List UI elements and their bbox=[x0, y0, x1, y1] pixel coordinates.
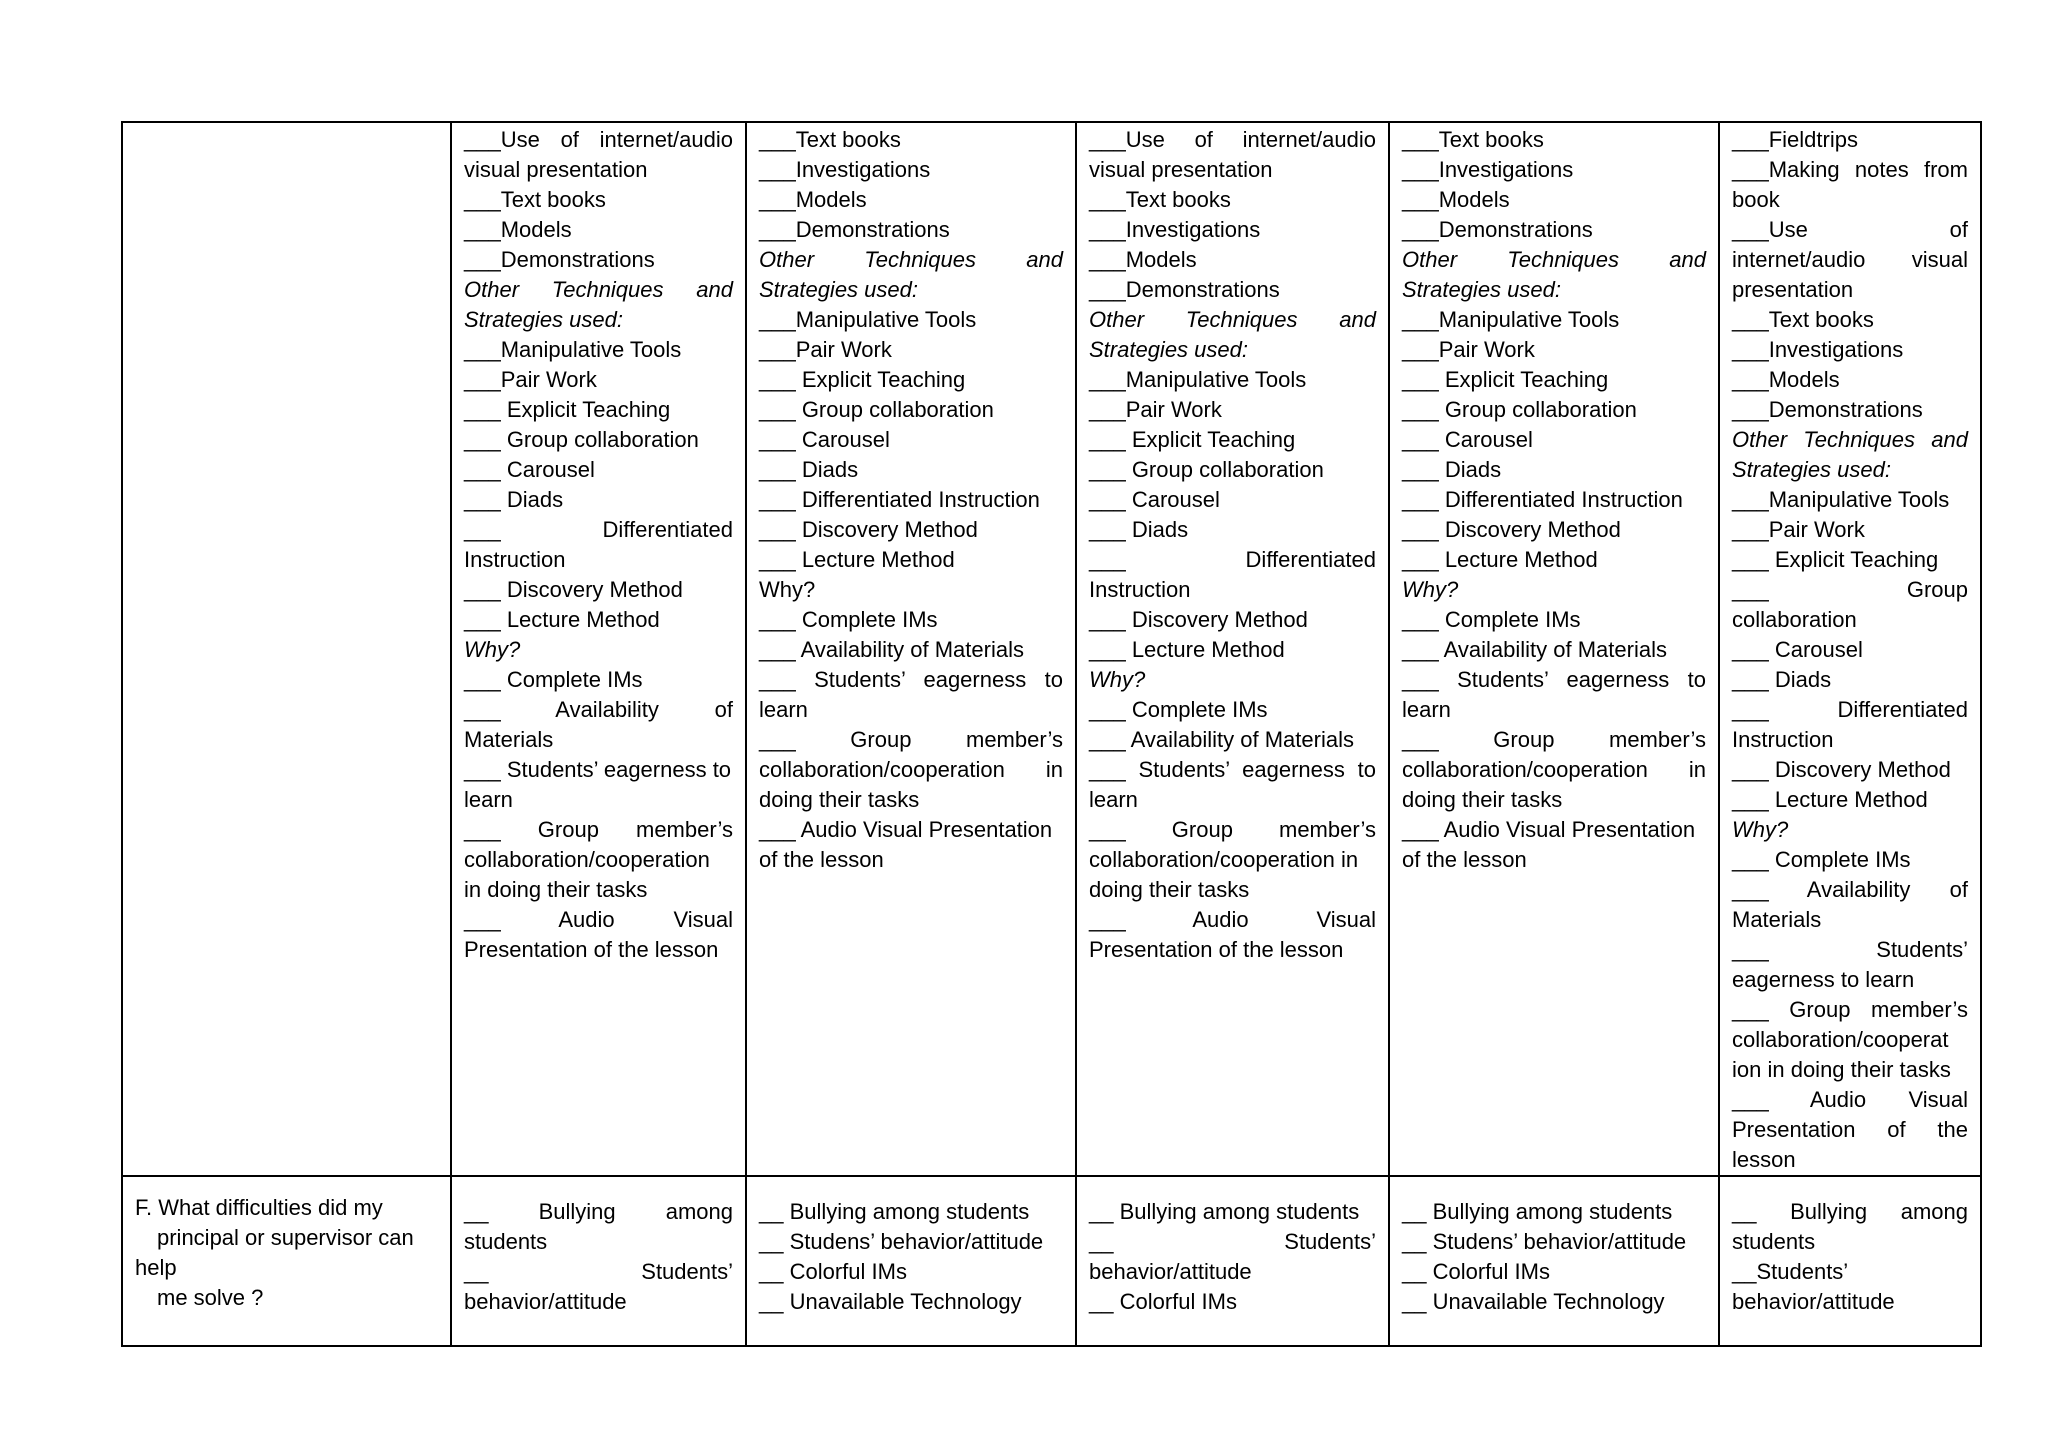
cell-line: __ Unavailable Technology bbox=[759, 1289, 1022, 1314]
cell-line: F. What difficulties did my bbox=[135, 1195, 383, 1220]
cell-line: ___ Discovery Method bbox=[1402, 517, 1621, 542]
cell-line: ___Investigations bbox=[1089, 217, 1261, 242]
cell-line: ___ Audio Visual bbox=[464, 907, 733, 932]
cell-line: ___ Lecture Method bbox=[1089, 637, 1285, 662]
cell-line: Why? bbox=[1089, 667, 1146, 692]
cell-line: ___Demonstrations bbox=[759, 217, 950, 242]
cell-line: ___ Carousel bbox=[759, 427, 890, 452]
cell-line: Why? bbox=[1402, 577, 1459, 602]
cell-line: visual presentation bbox=[464, 157, 648, 182]
cell-line: ___Manipulative Tools bbox=[464, 337, 682, 362]
cell-line: ___ Lecture Method bbox=[1732, 787, 1928, 812]
cell-line: ___Investigations bbox=[1402, 157, 1574, 182]
cell-line: __ Students’ bbox=[464, 1259, 733, 1284]
row-f-col-1 bbox=[451, 1176, 746, 1346]
cell-line: ___ Students’ eagerness to bbox=[464, 757, 732, 782]
row-f-difficulties bbox=[122, 1176, 1981, 1346]
row-e-col-4 bbox=[1389, 122, 1719, 1176]
row-e-label-cell bbox=[122, 122, 451, 1176]
cell-line: ___ Carousel bbox=[464, 457, 595, 482]
cell-line: collaboration/cooperation bbox=[464, 847, 710, 872]
cell-line: ___ Diads bbox=[464, 487, 564, 512]
cell-line: collaboration/cooperation in bbox=[759, 757, 1063, 782]
row-f-col-2 bbox=[746, 1176, 1076, 1346]
cell-line: internet/audio visual bbox=[1732, 247, 1968, 272]
cell-line: ___Pair Work bbox=[1089, 397, 1222, 422]
cell-line: Strategies used: bbox=[464, 307, 623, 332]
cell-line: learn bbox=[1089, 787, 1138, 812]
cell-line: Presentation of the lesson bbox=[1089, 937, 1344, 962]
cell-line: ___ Group member’s bbox=[759, 727, 1063, 752]
cell-line: ___ Group collaboration bbox=[464, 427, 699, 452]
cell-line: Other Techniques and bbox=[1732, 427, 1968, 452]
cell-line: ___ Students’ eagerness to bbox=[1402, 667, 1706, 692]
row-e-col-3 bbox=[1076, 122, 1389, 1176]
cell-line: ___Pair Work bbox=[1402, 337, 1535, 362]
cell-line: ___ Carousel bbox=[1402, 427, 1533, 452]
cell-line: ___ Audio Visual Presentation bbox=[1402, 817, 1696, 842]
cell-line: help bbox=[135, 1255, 177, 1280]
cell-line: __ Bullying among students bbox=[1402, 1199, 1673, 1224]
cell-line: ___Demonstrations bbox=[1732, 397, 1923, 422]
cell-line: principal or supervisor can bbox=[157, 1225, 414, 1250]
cell-line: ___ Carousel bbox=[1089, 487, 1220, 512]
cell-line: doing their tasks bbox=[759, 787, 920, 812]
cell-line: students bbox=[1732, 1229, 1816, 1254]
cell-line: ___Investigations bbox=[1732, 337, 1904, 362]
cell-line: ___ Group member’s bbox=[1402, 727, 1706, 752]
cell-line: ___Use of internet/audio bbox=[1089, 127, 1376, 152]
cell-line: ___ Group collaboration bbox=[759, 397, 994, 422]
cell-line: ___ Students’ bbox=[1732, 937, 1968, 962]
row-e-col-2 bbox=[746, 122, 1076, 1176]
cell-line: ___Text books bbox=[1402, 127, 1544, 152]
cell-line: Strategies used: bbox=[1732, 457, 1891, 482]
cell-line: ___ Students’ eagerness to bbox=[759, 667, 1063, 692]
cell-line: collaboration/cooperation in bbox=[1402, 757, 1706, 782]
cell-line: Materials bbox=[1732, 907, 1822, 932]
cell-line: learn bbox=[464, 787, 513, 812]
cell-line: ___ Complete IMs bbox=[1089, 697, 1268, 722]
cell-line: ___ Audio Visual bbox=[1732, 1087, 1968, 1112]
cell-line: ___ Differentiated Instruction bbox=[1402, 487, 1683, 512]
cell-line: ___Models bbox=[1089, 247, 1197, 272]
cell-line: lesson bbox=[1732, 1147, 1796, 1172]
cell-line: of the lesson bbox=[759, 847, 884, 872]
cell-line: Strategies used: bbox=[1089, 337, 1248, 362]
cell-line: ___ Differentiated bbox=[1732, 697, 1968, 722]
cell-line: ___Fieldtrips bbox=[1732, 127, 1858, 152]
cell-line: ___ Availability of Materials bbox=[1089, 727, 1354, 752]
cell-line: ___ Audio Visual bbox=[1089, 907, 1376, 932]
cell-line: ___Manipulative Tools bbox=[759, 307, 977, 332]
cell-line: __ Bullying among bbox=[464, 1199, 733, 1224]
cell-line: ___ Complete IMs bbox=[1732, 847, 1911, 872]
cell-line: ___ Group bbox=[1732, 577, 1968, 602]
cell-line: Instruction bbox=[1089, 577, 1191, 602]
cell-line: ion in doing their tasks bbox=[1732, 1057, 1951, 1082]
cell-line: __Students’ bbox=[1732, 1259, 1849, 1284]
cell-line: collaboration/cooperat bbox=[1732, 1027, 1949, 1052]
cell-line: ___ Group member’s bbox=[1732, 997, 1968, 1022]
cell-line: ___ Differentiated bbox=[1089, 547, 1376, 572]
cell-line: students bbox=[464, 1229, 548, 1254]
cell-line: ___ Group collaboration bbox=[1089, 457, 1324, 482]
cell-line: ___Models bbox=[1732, 367, 1840, 392]
cell-line: ___ Explicit Teaching bbox=[1089, 427, 1296, 452]
cell-line: Other Techniques and bbox=[759, 247, 1063, 272]
cell-line: ___ Availability of Materials bbox=[1402, 637, 1667, 662]
cell-line: ___ Differentiated bbox=[464, 517, 733, 542]
cell-line: Strategies used: bbox=[759, 277, 918, 302]
cell-line: Instruction bbox=[464, 547, 566, 572]
cell-line: ___ Discovery Method bbox=[464, 577, 683, 602]
cell-line: ___ Group member’s bbox=[1089, 817, 1376, 842]
cell-line: ___Demonstrations bbox=[1402, 217, 1593, 242]
cell-line: eagerness to learn bbox=[1732, 967, 1915, 992]
cell-line: ___ Explicit Teaching bbox=[464, 397, 671, 422]
cell-line: ___Text books bbox=[464, 187, 606, 212]
cell-line: ___ Discovery Method bbox=[1089, 607, 1308, 632]
cell-line: Other Techniques and bbox=[464, 277, 733, 302]
cell-line: ___ Availability of Materials bbox=[759, 637, 1024, 662]
row-e-strategies bbox=[122, 122, 1981, 1176]
cell-line: ___Use of bbox=[1732, 217, 1968, 242]
cell-line: ___ Discovery Method bbox=[759, 517, 978, 542]
cell-line: ___ Differentiated Instruction bbox=[759, 487, 1040, 512]
cell-line: ___ Explicit Teaching bbox=[1732, 547, 1939, 572]
cell-line: presentation bbox=[1732, 277, 1854, 302]
cell-line: ___Manipulative Tools bbox=[1732, 487, 1950, 512]
cell-line: visual presentation bbox=[1089, 157, 1273, 182]
cell-line: ___Models bbox=[1402, 187, 1510, 212]
cell-line: __ Bullying among students bbox=[1089, 1199, 1360, 1224]
cell-line: __ Unavailable Technology bbox=[1402, 1289, 1665, 1314]
cell-line: learn bbox=[1402, 697, 1451, 722]
cell-line: ___ Audio Visual Presentation bbox=[759, 817, 1053, 842]
cell-line: ___ Discovery Method bbox=[1732, 757, 1951, 782]
row-f-col-3 bbox=[1076, 1176, 1389, 1346]
cell-line: behavior/attitude bbox=[464, 1289, 627, 1314]
cell-line: ___ Complete IMs bbox=[759, 607, 938, 632]
cell-line: __ Colorful IMs bbox=[1402, 1259, 1550, 1284]
cell-line: behavior/attitude bbox=[1732, 1289, 1895, 1314]
cell-line: __ Bullying among students bbox=[759, 1199, 1030, 1224]
cell-line: __ Colorful IMs bbox=[1089, 1289, 1237, 1314]
cell-line: book bbox=[1732, 187, 1780, 212]
row-f-label-cell bbox=[122, 1176, 451, 1346]
cell-line: Materials bbox=[464, 727, 554, 752]
cell-line: ___ Group collaboration bbox=[1402, 397, 1637, 422]
cell-line: Why? bbox=[1732, 817, 1789, 842]
row-f-col-4 bbox=[1389, 1176, 1719, 1346]
cell-line: Presentation of the bbox=[1732, 1117, 1968, 1142]
cell-line: ___ Lecture Method bbox=[1402, 547, 1598, 572]
cell-line: ___ Diads bbox=[1402, 457, 1502, 482]
cell-line: in doing their tasks bbox=[464, 877, 648, 902]
cell-line: ___ Students’ eagerness to bbox=[1089, 757, 1376, 782]
cell-line: learn bbox=[759, 697, 808, 722]
cell-line: behavior/attitude bbox=[1089, 1259, 1252, 1284]
cell-line: ___Models bbox=[464, 217, 572, 242]
cell-line: ___ Diads bbox=[1089, 517, 1189, 542]
cell-line: doing their tasks bbox=[1089, 877, 1250, 902]
cell-line: collaboration/cooperation in bbox=[1089, 847, 1359, 872]
cell-line: ___Text books bbox=[1089, 187, 1231, 212]
cell-line: ___Demonstrations bbox=[1089, 277, 1280, 302]
cell-line: ___ Lecture Method bbox=[464, 607, 660, 632]
cell-line: ___ Complete IMs bbox=[1402, 607, 1581, 632]
cell-line: __ Studens’ behavior/attitude bbox=[1402, 1229, 1687, 1254]
cell-line: ___Pair Work bbox=[1732, 517, 1865, 542]
cell-line: __ Colorful IMs bbox=[759, 1259, 907, 1284]
cell-line: ___Pair Work bbox=[759, 337, 892, 362]
cell-line: ___ Explicit Teaching bbox=[759, 367, 966, 392]
cell-line: ___Models bbox=[759, 187, 867, 212]
cell-line: ___ Diads bbox=[1732, 667, 1832, 692]
cell-line: ___Text books bbox=[759, 127, 901, 152]
cell-line: Why? bbox=[759, 577, 816, 602]
cell-line: ___ Availability of bbox=[1732, 877, 1968, 902]
cell-line: me solve ? bbox=[157, 1285, 264, 1310]
cell-line: ___Making notes from bbox=[1732, 157, 1968, 182]
cell-line: ___ Complete IMs bbox=[464, 667, 643, 692]
cell-line: Instruction bbox=[1732, 727, 1834, 752]
cell-line: ___ Carousel bbox=[1732, 637, 1863, 662]
cell-line: ___ Group member’s bbox=[464, 817, 733, 842]
cell-line: ___ Availability of bbox=[464, 697, 733, 722]
row-e-col-5 bbox=[1719, 122, 1981, 1176]
cell-line: doing their tasks bbox=[1402, 787, 1563, 812]
cell-line: ___Manipulative Tools bbox=[1089, 367, 1307, 392]
cell-line: Presentation of the lesson bbox=[464, 937, 719, 962]
cell-line: ___ Explicit Teaching bbox=[1402, 367, 1609, 392]
dll-reflection-table bbox=[121, 121, 1982, 1347]
row-e-col-1 bbox=[451, 122, 746, 1176]
cell-line: ___ Lecture Method bbox=[759, 547, 955, 572]
row-f-col-5 bbox=[1719, 1176, 1981, 1346]
cell-line: of the lesson bbox=[1402, 847, 1527, 872]
cell-line: __ Bullying among bbox=[1732, 1199, 1968, 1224]
cell-line: collaboration bbox=[1732, 607, 1857, 632]
cell-line: ___Investigations bbox=[759, 157, 931, 182]
cell-line: __ Students’ bbox=[1089, 1229, 1376, 1254]
cell-line: ___Use of internet/audio bbox=[464, 127, 733, 152]
cell-line: ___Pair Work bbox=[464, 367, 597, 392]
cell-line: Why? bbox=[464, 637, 521, 662]
cell-line: __ Studens’ behavior/attitude bbox=[759, 1229, 1044, 1254]
cell-line: ___Demonstrations bbox=[464, 247, 655, 272]
cell-line: Other Techniques and bbox=[1089, 307, 1376, 332]
cell-line: Strategies used: bbox=[1402, 277, 1561, 302]
cell-line: Other Techniques and bbox=[1402, 247, 1706, 272]
cell-line: ___ Diads bbox=[759, 457, 859, 482]
cell-line: ___Text books bbox=[1732, 307, 1874, 332]
cell-line: ___Manipulative Tools bbox=[1402, 307, 1620, 332]
